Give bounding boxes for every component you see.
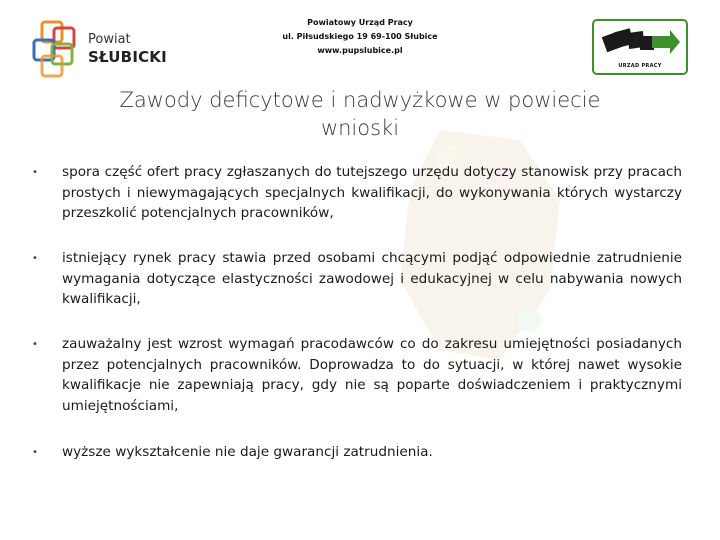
slide-title <box>80 86 640 142</box>
urzad-pracy-caption: URZĄD PRACY <box>618 63 662 69</box>
office-address-block <box>260 16 460 58</box>
bullet-text: zauważalny jest wzrost wymagań pracodawców co do zakresu umiejętności posiadanych przez potencjalnych pracowników. Doprowadza to do sytuacji, w której nawet wysokie kwalifikacje nie zapewniają pracy, gdy nie są poparte doświadczeniem i praktycznymi umiejętnościami, <box>62 336 682 414</box>
logo-text <box>88 32 167 66</box>
office-website: www.pupslubice.pl <box>317 46 403 55</box>
bullet-marker: • <box>32 339 38 350</box>
bullet-text: istniejący rynek pracy stawia przed osobami chcącymi podjąć odpowiednie zatrudnienie wymagania dotyczące elastyczności zawodowej i edukacyjnej w celu nabywania nowych kwalifikacji, <box>62 250 682 307</box>
office-name: Powiatowy Urząd Pracy <box>307 18 413 27</box>
bullet-marker: • <box>32 253 38 264</box>
slide-title-line2: wnioski <box>320 116 400 140</box>
bullet-text: spora część ofert pracy zgłaszanych do tutejszego urzędu dotyczy stanowisk przy pracach prostych i niewymagających specjalnych kwalifikacji, do wykonywania których wystarczy przeszkolić potencjalnych pracowników, <box>62 164 682 221</box>
bullet-text: wyższe wykształcenie nie daje gwarancji zatrudnienia. <box>62 444 433 460</box>
bullet-marker: • <box>32 447 38 458</box>
bullet-marker: • <box>32 167 38 178</box>
urzad-pracy-arrow-icon <box>598 24 682 62</box>
slide-title-line1: Zawody deficytowe i nadwyżkowe w powiecie <box>119 88 601 112</box>
urzad-pracy-logo <box>592 19 688 75</box>
logo-line-powiat: Powiat <box>88 32 131 47</box>
office-street: ul. Piłsudskiego 19 69-100 Słubice <box>282 32 438 41</box>
powiat-slubicki-logo <box>30 18 172 80</box>
logo-line-slubicki: SŁUBICKI <box>88 48 167 66</box>
colored-squares-icon <box>30 18 86 80</box>
